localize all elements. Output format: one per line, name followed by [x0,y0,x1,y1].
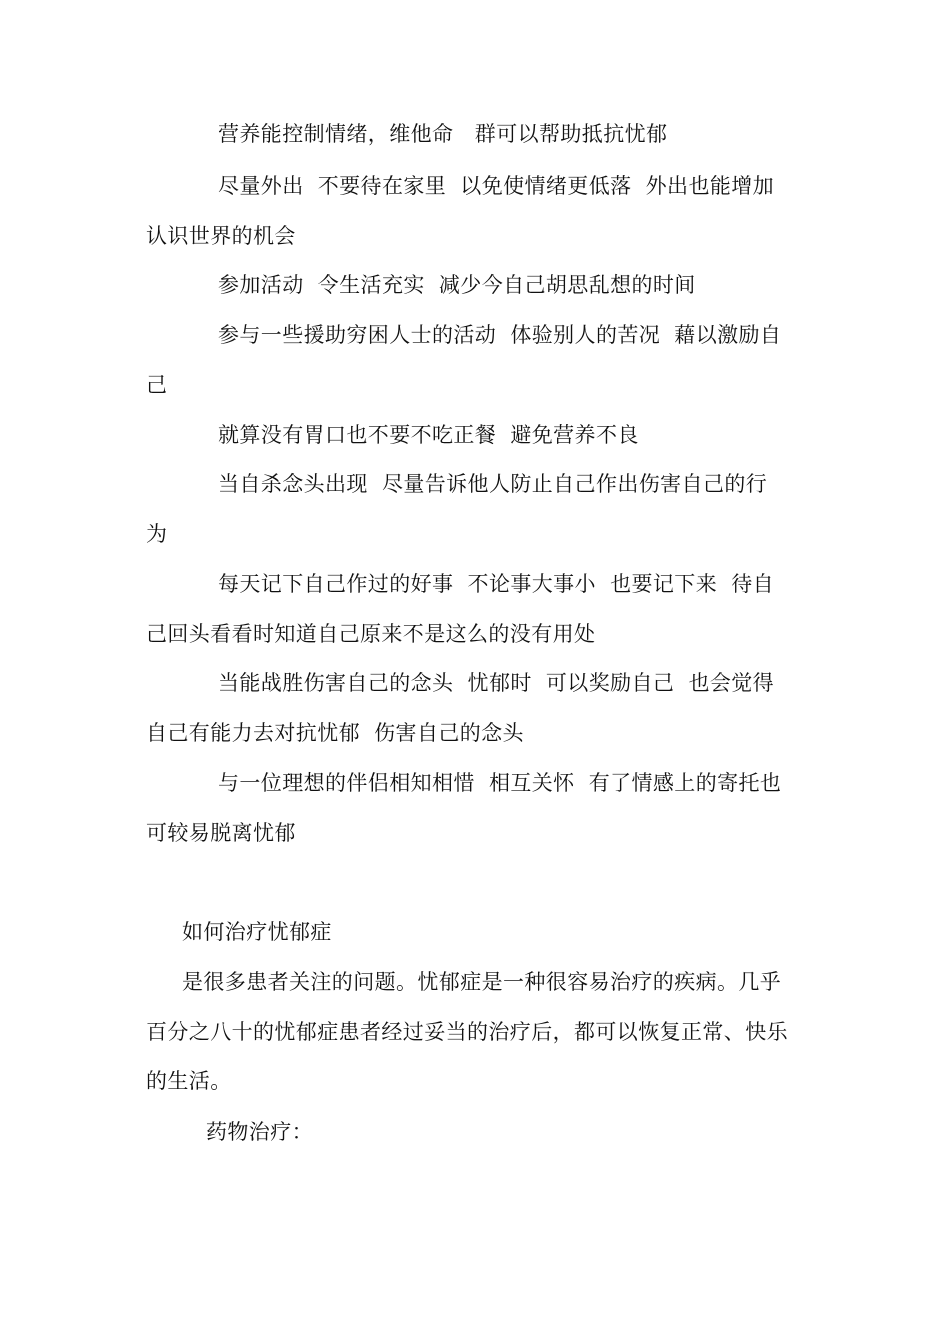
tip-6-line-2: 为 [146,522,168,546]
tip-4-line-2: 己 [146,373,168,397]
tip-7-line-2: 己回头看看时知道自己原来不是这么的没有用处 [146,622,596,646]
tip-3-line-1: 参加活动 令生活充实 减少今自己胡思乱想的时间 [218,273,696,297]
tip-8-line-1: 当能战胜伤害自己的念头 忧郁时 可以奖励自己 也会觉得 [218,671,775,695]
tip-9-line-2: 可较易脱离忧郁 [146,821,296,845]
section-title: 如何治疗忧郁症 [182,920,332,944]
tip-7-line-1: 每天记下自己作过的好事 不论事大事小 也要记下来 待自 [218,572,775,596]
tip-5-line-1: 就算没有胃口也不要不吃正餐 避免营养不良 [218,423,639,447]
intro-line-2: 百分之八十的忧郁症患者经过妥当的治疗后，都可以恢复正常、快乐 [146,1020,788,1044]
tip-1-line-1: 营养能控制情绪，维他命 群可以帮助抵抗忧郁 [218,122,668,146]
tip-6-line-1: 当自杀念头出现 尽量告诉他人防止自己作出伤害自己的行 [218,472,768,496]
tip-8-line-2: 自己有能力去对抗忧郁 伤害自己的念头 [146,721,524,745]
tip-2-line-2: 认识世界的机会 [146,224,296,248]
subheading: 药物治疗： [206,1120,313,1144]
tip-4-line-1: 参与一些援助穷困人士的活动 体验别人的苦况 藉以激励自 [218,323,782,347]
intro-line-3: 的生活。 [146,1069,232,1093]
intro-line-1: 是很多患者关注的问题。忧郁症是一种很容易治疗的疾病。几乎 [182,970,782,994]
tip-9-line-1: 与一位理想的伴侣相知相惜 相互关怀 有了情感上的寄托也 [218,771,782,795]
tip-2-line-1: 尽量外出 不要待在家里 以免使情绪更低落 外出也能增加 [218,174,775,198]
